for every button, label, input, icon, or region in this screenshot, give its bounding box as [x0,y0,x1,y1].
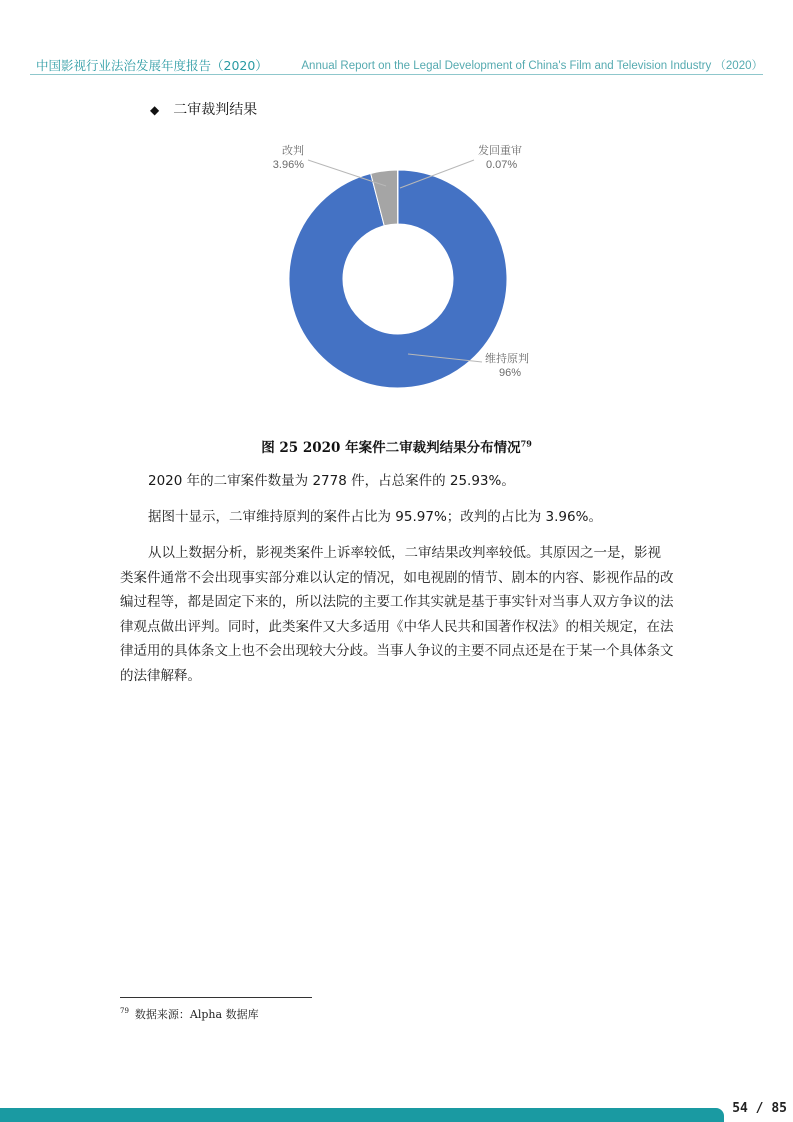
slice-label-fahui: 发回重审 [478,145,522,157]
footnote-text: 数据来源：Alpha 数据库 [134,1008,259,1021]
paragraph-3: 从以上数据分析，影视类案件上诉率较低，二审结果改判率较低。其原因之一是，影视类案件通常不会出现事实部分难以认定的情况，如电视剧的情节、剧本的内容、影视作品的改编过程等，都是固定下来的，所以法院的主要工作其实就是基于事实针对当事人双方争议的法律观点做出评判。同时，此类案件又大多适用《中华人民共和国著作权法》的相关规定，在法律适用的具体条文上也不会出现较大分歧。当事人争议的主要不同点还是在于某一个具体条文的法律解释。 [120,545,674,684]
slice-value-weichi: 96% [499,367,522,379]
footnote [120,1006,259,1022]
diamond-bullet-icon: ◆ [150,103,160,117]
slice-value-gaipan: 3.96% [272,159,304,171]
header-divider [30,74,763,75]
paragraph-2: 据图十显示，二审维持原判的案件占比为 95.97%；改判的占比为 3.96%。 [148,509,602,525]
figure-caption [0,436,793,456]
section-title: 二审裁判结果 [173,102,258,118]
section-heading [150,99,257,119]
page-number: 54 / 85 [732,1101,787,1116]
figure-caption-text: 图 25 2020 年案件二审裁判结果分布情况 [261,440,521,456]
slice-label-gaipan: 改判 [282,145,304,157]
footnote-divider [120,997,312,998]
footer-bar [0,1108,724,1122]
slice-label-weichi: 维持原判 [485,353,529,365]
donut-chart [118,136,678,408]
header-title-en: Annual Report on the Legal Development of China's Film and Television Industry （2020） [301,60,763,72]
footnote-ref: 79 [520,438,532,449]
header-title-cn: 中国影视行业法治发展年度报告（2020） [36,58,268,73]
donut-slices [289,170,507,388]
slice-value-fahui: 0.07% [486,159,518,171]
footnote-number: 79 [120,1007,129,1016]
paragraph-1: 2020 年的二审案件数量为 2778 件，占总案件的 25.93%。 [148,473,515,489]
